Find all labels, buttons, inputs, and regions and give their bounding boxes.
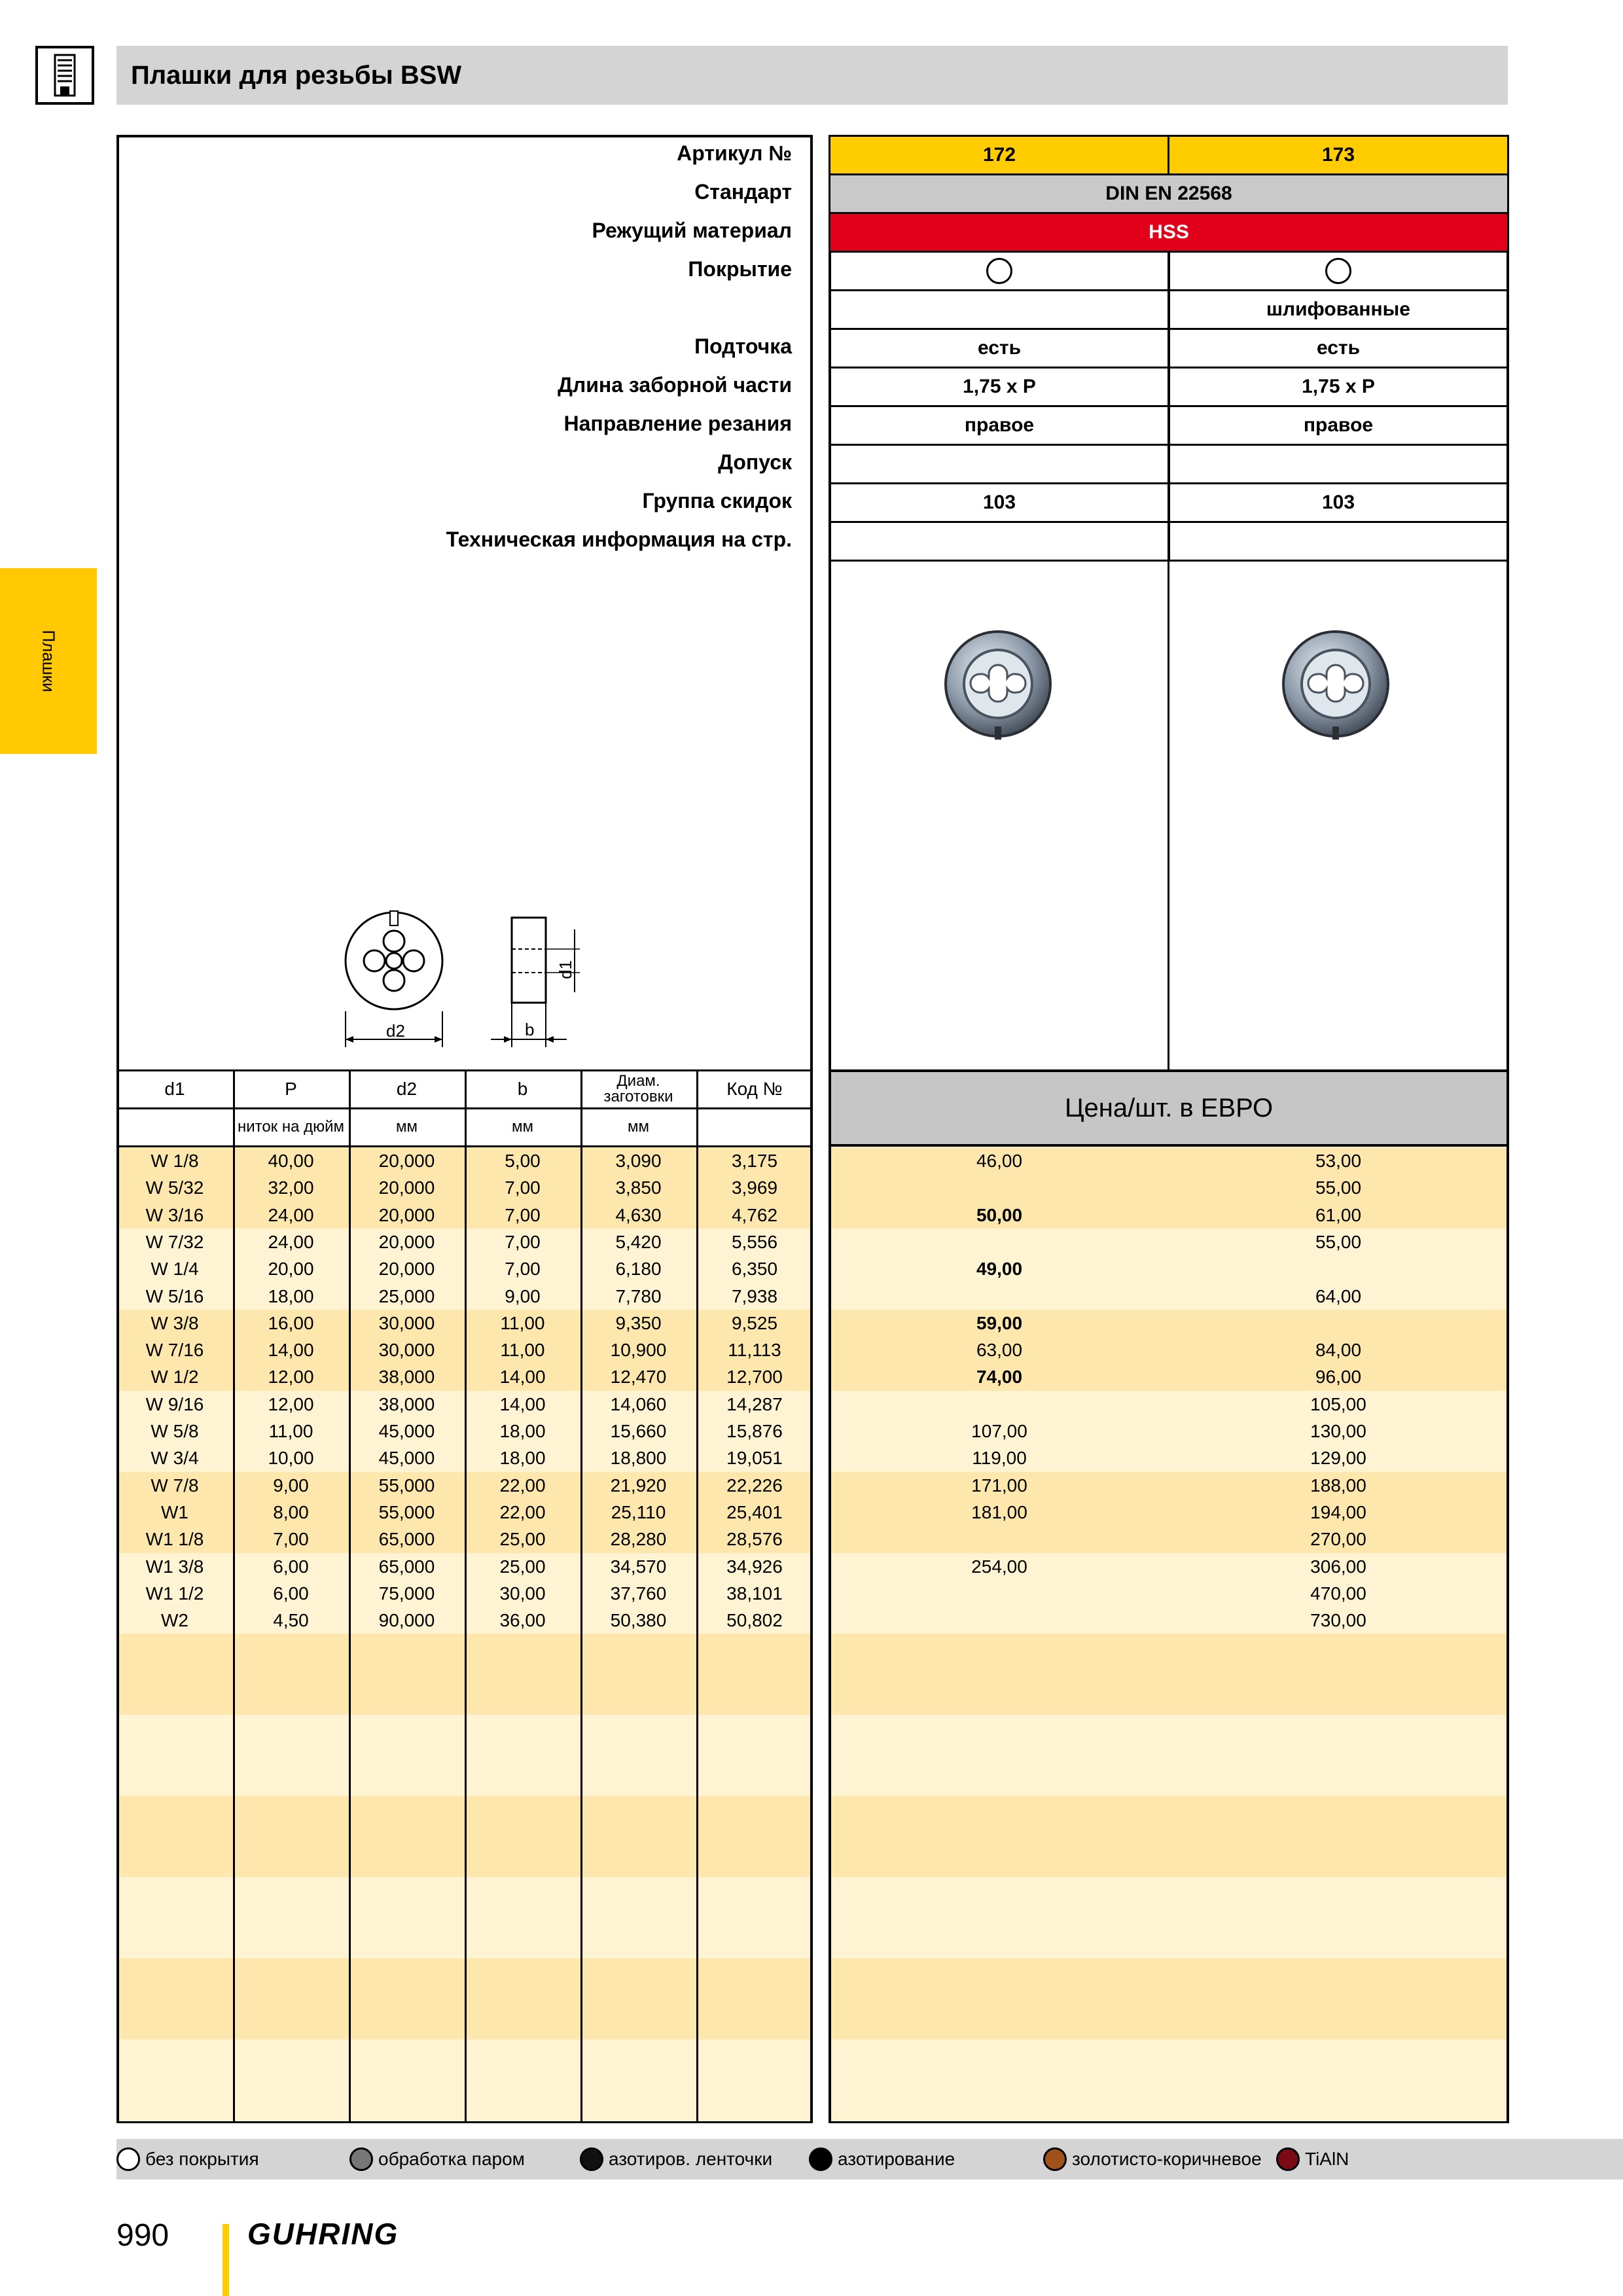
tolerance-173	[1168, 444, 1509, 484]
table-cell-blank: 6,180	[615, 1259, 662, 1280]
table-cell-p: 18,00	[268, 1285, 314, 1306]
table-cell-b: 9,00	[505, 1285, 541, 1306]
table-cell-d2: 65,000	[378, 1556, 435, 1577]
steam-icon	[349, 2147, 373, 2171]
table-cell-code: 11,113	[728, 1340, 781, 1361]
table-cell-code: 25,401	[726, 1501, 783, 1522]
price-172: 59,00	[976, 1312, 1023, 1333]
legend-label: TiAlN	[1305, 2149, 1349, 2169]
price-173: 188,00	[1310, 1475, 1366, 1496]
legend-item	[116, 2139, 259, 2179]
property-label: Группа скидок	[642, 489, 792, 512]
techinfo-173	[1168, 521, 1509, 562]
table-cell-blank: 15,660	[610, 1421, 667, 1441]
price-173: 53,00	[1315, 1151, 1362, 1171]
table-cell-code: 19,051	[726, 1448, 783, 1469]
price-172	[829, 1391, 1170, 1418]
table-cell-code: 50,802	[726, 1610, 783, 1631]
table-cell-d2: 75,000	[378, 1583, 435, 1604]
table-cell-b: 14,00	[499, 1367, 546, 1388]
table-cell-code: 22,226	[726, 1475, 783, 1496]
price-173: 105,00	[1310, 1393, 1366, 1414]
table-cell-p: 9,00	[273, 1475, 309, 1496]
row-band	[831, 1688, 1507, 1715]
uncoated-icon	[1325, 258, 1351, 284]
table-cell-p: 32,00	[268, 1177, 314, 1198]
table-cell-d2: 25,000	[378, 1285, 435, 1306]
table-cell-code: 9,525	[731, 1312, 778, 1333]
table-cell-blank: 5,420	[615, 1231, 662, 1252]
price-173: 55,00	[1315, 1231, 1362, 1252]
price-173: 730,00	[1310, 1610, 1366, 1631]
price-173	[1168, 1310, 1509, 1336]
price-172	[829, 1229, 1170, 1255]
table-cell-b: 7,00	[505, 1231, 541, 1252]
table-cell-b: 22,00	[499, 1501, 546, 1522]
chamfer-173: 1,75 x P	[1168, 367, 1509, 407]
uncoated-icon	[986, 258, 1012, 284]
row-band	[831, 1796, 1507, 1823]
chamfer-172: 1,75 x P	[829, 367, 1170, 407]
page-title: Плашки для резьбы BSW	[131, 61, 462, 90]
table-cell-d1: W 3/16	[145, 1204, 204, 1225]
row-band	[831, 1985, 1507, 2013]
table-cell-p: 40,00	[268, 1151, 314, 1171]
price-173: 129,00	[1310, 1448, 1366, 1469]
price-172: 49,00	[976, 1259, 1023, 1280]
uncoated-icon	[116, 2147, 140, 2171]
table-cell-code: 34,926	[726, 1556, 783, 1577]
column-unit-d2: мм	[396, 1118, 418, 1136]
price-173: 84,00	[1315, 1340, 1362, 1361]
table-cell-d1: W1 1/8	[145, 1529, 204, 1550]
price-173: 306,00	[1310, 1556, 1366, 1577]
legend-label: азотиров. ленточки	[609, 2149, 773, 2169]
image-divider	[1168, 562, 1169, 1069]
table-cell-d2: 55,000	[378, 1501, 435, 1522]
table-cell-blank: 7,780	[615, 1285, 662, 1306]
table-cell-blank: 3,090	[615, 1151, 662, 1171]
table-cell-blank: 25,110	[611, 1501, 666, 1522]
table-cell-code: 38,101	[726, 1583, 783, 1604]
price-173: 55,00	[1315, 1177, 1362, 1198]
table-cell-code: 15,876	[726, 1421, 783, 1441]
table-cell-d2: 38,000	[378, 1367, 435, 1388]
price-172: 74,00	[976, 1367, 1023, 1388]
column-unit-code	[696, 1109, 813, 1145]
price-173: 194,00	[1310, 1501, 1366, 1522]
table-cell-d1: W 3/8	[151, 1312, 199, 1333]
legend-item	[349, 2139, 525, 2179]
table-cell-code: 3,969	[731, 1177, 778, 1198]
table-cell-code: 7,938	[731, 1285, 778, 1306]
row-band	[831, 2013, 1507, 2040]
d2-label: d2	[386, 1021, 405, 1041]
price-173: 470,00	[1310, 1583, 1366, 1604]
tolerance-172	[829, 444, 1170, 484]
legend-item	[1043, 2139, 1262, 2179]
legend-item	[1276, 2139, 1349, 2179]
legend-label: золотисто-коричневое	[1072, 2149, 1262, 2169]
finish-173: шлифованные	[1168, 289, 1509, 330]
table-cell-blank: 50,380	[610, 1610, 667, 1631]
column-header-p: P	[285, 1079, 297, 1099]
table-cell-p: 11,00	[268, 1421, 313, 1441]
row-band	[831, 1769, 1507, 1797]
table-cell-p: 4,50	[273, 1610, 309, 1631]
table-cell-b: 7,00	[505, 1259, 541, 1280]
table-cell-b: 11,00	[500, 1340, 545, 1361]
price-173: 64,00	[1315, 1285, 1362, 1306]
table-cell-d1: W 1/8	[151, 1151, 199, 1171]
table-cell-p: 6,00	[273, 1583, 309, 1604]
table-cell-b: 30,00	[499, 1583, 546, 1604]
table-cell-blank: 18,800	[610, 1448, 667, 1469]
table-cell-blank: 12,470	[610, 1367, 667, 1388]
standard-cell: DIN EN 22568	[829, 173, 1509, 214]
table-cell-d1: W1	[161, 1501, 188, 1522]
price-172	[829, 1526, 1170, 1552]
legend-label: обработка паром	[378, 2149, 525, 2169]
price-173: 61,00	[1315, 1204, 1362, 1225]
property-label: Направление резания	[563, 412, 792, 435]
table-cell-d1: W 7/16	[145, 1340, 204, 1361]
table-cell-code: 6,350	[731, 1259, 778, 1280]
property-label: Длина заборной части	[558, 373, 792, 397]
table-cell-d2: 20,000	[378, 1177, 435, 1198]
table-cell-p: 14,00	[268, 1340, 314, 1361]
table-cell-p: 6,00	[273, 1556, 309, 1577]
table-cell-b: 22,00	[499, 1475, 546, 1496]
brand-logo: GUHRING	[247, 2217, 399, 2251]
property-label: Покрытие	[688, 257, 792, 281]
table-cell-p: 20,00	[268, 1259, 314, 1280]
table-cell-b: 7,00	[505, 1177, 541, 1198]
column-unit-blank: мм	[628, 1118, 649, 1136]
row-band	[831, 1634, 1507, 1661]
table-cell-d2: 20,000	[378, 1259, 435, 1280]
legend-label: азотирование	[838, 2149, 955, 2169]
material-cell: HSS	[829, 212, 1509, 253]
row-band	[831, 1931, 1507, 1959]
table-cell-blank: 28,280	[610, 1529, 667, 1550]
table-cell-d1: W 1/2	[151, 1367, 199, 1388]
price-173: 270,00	[1310, 1529, 1366, 1550]
price-172: 254,00	[971, 1556, 1027, 1577]
row-band	[831, 1742, 1507, 1770]
property-label: Подточка	[694, 334, 792, 358]
tialn-icon	[1276, 2147, 1300, 2171]
price-173: 130,00	[1310, 1421, 1366, 1441]
row-band	[831, 1850, 1507, 1878]
table-cell-d2: 45,000	[378, 1448, 435, 1469]
column-header-d1: d1	[164, 1079, 185, 1099]
table-cell-blank: 37,760	[610, 1583, 667, 1604]
table-cell-p: 7,00	[273, 1529, 309, 1550]
table-cell-p: 8,00	[273, 1501, 309, 1522]
legend-label: без покрытия	[145, 2149, 259, 2169]
table-cell-d2: 20,000	[378, 1204, 435, 1225]
direction-173: правое	[1168, 405, 1509, 446]
row-band	[831, 1904, 1507, 1931]
b-label: b	[525, 1020, 535, 1039]
column-header-b: b	[517, 1079, 528, 1099]
category-icon	[35, 46, 94, 105]
legend-item	[580, 2139, 772, 2179]
table-cell-blank: 14,060	[610, 1393, 667, 1414]
coating-173	[1168, 251, 1509, 291]
table-cell-b: 7,00	[505, 1204, 541, 1225]
table-cell-blank: 10,900	[610, 1340, 667, 1361]
table-cell-code: 28,576	[726, 1529, 783, 1550]
row-band	[831, 1661, 1507, 1689]
price-173	[1168, 1255, 1509, 1282]
techinfo-172	[829, 521, 1170, 562]
table-cell-blank: 9,350	[615, 1312, 662, 1333]
legend-item	[809, 2139, 955, 2179]
table-cell-b: 5,00	[505, 1151, 541, 1171]
article-172: 172	[829, 135, 1170, 175]
table-cell-p: 12,00	[268, 1393, 314, 1414]
price-172	[829, 1580, 1170, 1607]
table-cell-blank: 3,850	[615, 1177, 662, 1198]
table-cell-code: 5,556	[731, 1231, 778, 1252]
table-cell-p: 24,00	[268, 1231, 314, 1252]
table-cell-d1: W 5/32	[145, 1177, 204, 1198]
table-cell-code: 12,700	[726, 1367, 783, 1388]
table-cell-p: 12,00	[268, 1367, 314, 1388]
row-band	[831, 1877, 1507, 1905]
table-cell-d2: 45,000	[378, 1421, 435, 1441]
price-173: 96,00	[1315, 1367, 1362, 1388]
table-cell-code: 4,762	[731, 1204, 778, 1225]
row-band	[831, 2066, 1507, 2094]
table-cell-b: 18,00	[499, 1421, 546, 1441]
row-band	[831, 2039, 1507, 2067]
nitrided-icon	[809, 2147, 832, 2171]
die-image-172[interactable]	[942, 628, 1054, 743]
price-172: 63,00	[976, 1340, 1023, 1361]
table-cell-b: 18,00	[499, 1448, 546, 1469]
table-cell-d1: W 5/8	[151, 1421, 199, 1441]
row-band	[831, 2094, 1507, 2121]
table-cell-p: 24,00	[268, 1204, 314, 1225]
table-cell-d1: W 1/4	[151, 1259, 199, 1280]
price-172	[829, 1283, 1170, 1310]
table-cell-d1: W 9/16	[145, 1393, 204, 1414]
direction-172: правое	[829, 405, 1170, 446]
d1-label: d1	[555, 960, 575, 979]
table-cell-b: 25,00	[499, 1556, 546, 1577]
column-unit-p: ниток на дюйм	[237, 1118, 345, 1136]
price-172: 50,00	[976, 1204, 1023, 1225]
table-cell-b: 25,00	[499, 1529, 546, 1550]
table-cell-b: 36,00	[499, 1610, 546, 1631]
table-cell-blank: 21,920	[610, 1475, 667, 1496]
price-172: 171,00	[971, 1475, 1027, 1496]
nitrided-lands-icon	[580, 2147, 603, 2171]
price-172	[829, 1607, 1170, 1634]
footer-rule	[223, 2224, 229, 2296]
discount-172: 103	[829, 482, 1170, 523]
table-cell-d2: 38,000	[378, 1393, 435, 1414]
table-cell-d1: W 7/8	[151, 1475, 199, 1496]
row-band	[831, 1823, 1507, 1851]
table-cell-d1: W1 1/2	[145, 1583, 204, 1604]
table-cell-b: 14,00	[499, 1393, 546, 1414]
table-cell-d2: 65,000	[378, 1529, 435, 1550]
price-172: 107,00	[971, 1421, 1027, 1441]
property-label: Режущий материал	[592, 219, 792, 242]
table-cell-b: 11,00	[500, 1312, 545, 1333]
gold-brown-icon	[1043, 2147, 1067, 2171]
table-cell-p: 10,00	[268, 1448, 314, 1469]
table-cell-blank: 4,630	[615, 1204, 662, 1225]
price-172: 119,00	[972, 1448, 1027, 1469]
price-header: Цена/шт. в ЕВРО	[829, 1069, 1509, 1147]
table-cell-d1: W 7/32	[145, 1231, 204, 1252]
finish-172	[829, 289, 1170, 330]
table-cell-d2: 55,000	[378, 1475, 435, 1496]
table-cell-d1: W 3/4	[151, 1448, 199, 1469]
relief-172: есть	[829, 328, 1170, 368]
table-cell-code: 3,175	[731, 1151, 778, 1171]
column-unit-d1	[116, 1109, 233, 1145]
relief-173: есть	[1168, 328, 1509, 368]
property-label: Стандарт	[694, 180, 792, 204]
table-cell-d2: 20,000	[378, 1151, 435, 1171]
table-cell-code: 14,287	[726, 1393, 783, 1414]
die-image-173[interactable]	[1280, 628, 1391, 743]
column-header-code: Код №	[726, 1079, 783, 1099]
page-number: 990	[116, 2218, 169, 2253]
table-cell-p: 16,00	[268, 1312, 314, 1333]
table-cell-d2: 90,000	[378, 1610, 435, 1631]
side-tab-label: Плашки	[39, 630, 59, 692]
row-band	[831, 1715, 1507, 1742]
table-cell-d1: W1 3/8	[145, 1556, 204, 1577]
table-cell-d1: W2	[161, 1610, 188, 1631]
price-172: 181,00	[971, 1501, 1027, 1522]
row-band	[831, 1958, 1507, 1986]
table-cell-d2: 30,000	[378, 1312, 435, 1333]
property-label: Допуск	[718, 450, 792, 474]
table-cell-d1: W 5/16	[145, 1285, 204, 1306]
table-cell-d2: 30,000	[378, 1340, 435, 1361]
price-172: 46,00	[976, 1151, 1023, 1171]
table-cell-d2: 20,000	[378, 1231, 435, 1252]
column-header-blank: Диам. заготовки	[603, 1072, 673, 1105]
coating-172	[829, 251, 1170, 291]
column-unit-b: мм	[512, 1118, 533, 1136]
column-header-d2: d2	[396, 1079, 418, 1099]
price-172	[829, 1174, 1170, 1201]
property-label: Техническая информация на стр.	[446, 528, 792, 551]
table-cell-blank: 34,570	[610, 1556, 667, 1577]
property-label: Артикул №	[677, 141, 792, 165]
article-173: 173	[1168, 135, 1509, 175]
discount-173: 103	[1168, 482, 1509, 523]
